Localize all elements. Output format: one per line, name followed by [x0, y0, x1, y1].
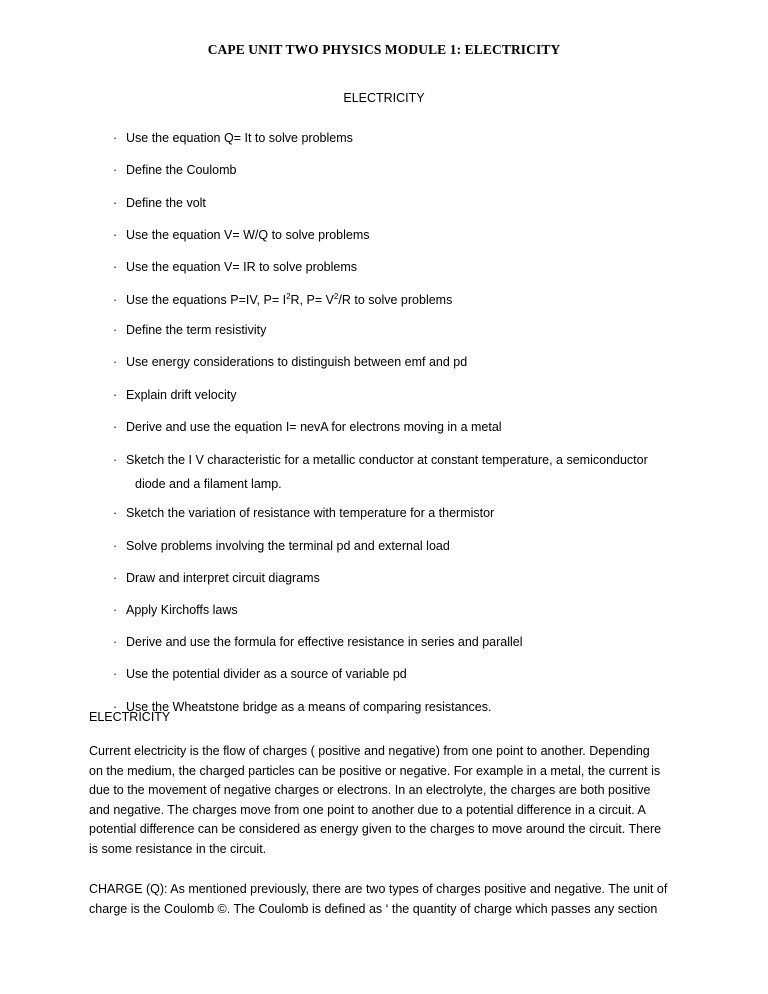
- paragraph-line: due to the movement of negative charges or electrons. In an electrolyte, the charges are both positive: [89, 783, 651, 797]
- paragraph-line: and negative. The charges move from one point to another due to a potential difference in a circuit. A: [89, 802, 646, 817]
- bullet-icon: ·: [113, 131, 118, 145]
- objective-item: [113, 450, 713, 494]
- objective-text: Solve problems involving the terminal pd and external load: [126, 539, 450, 553]
- bullet-icon: ·: [113, 506, 118, 520]
- objective-text: Define the Coulomb: [126, 163, 237, 177]
- bullet-icon: ·: [113, 196, 118, 210]
- bullet-icon: ·: [113, 323, 118, 337]
- objective-text-continued: diode and a filament lamp.: [135, 477, 282, 491]
- paragraph-line: is some resistance in the circuit.: [89, 841, 267, 856]
- bullet-icon: ·: [113, 667, 118, 681]
- objective-text: Use the Wheatstone bridge as a means of comparing resistances.: [126, 700, 492, 714]
- objective-item: [113, 632, 713, 652]
- objective-text: Use the equation V= W/Q to solve problems: [126, 228, 370, 242]
- paragraph-line: on the medium, the charged particles can be positive or negative. For example in a metal, the current is: [89, 763, 661, 778]
- objective-item: [113, 600, 713, 620]
- objective-text: Use the equation V= IR to solve problems: [126, 260, 358, 274]
- section-heading: ELECTRICITY: [89, 710, 171, 724]
- bullet-icon: ·: [113, 420, 118, 434]
- bullet-icon: ·: [113, 355, 118, 369]
- objective-item: [113, 697, 713, 717]
- objective-text: Sketch the I V characteristic for a metallic conductor at constant temperature, a semiconductor: [126, 453, 648, 467]
- objective-item: [113, 568, 713, 588]
- objective-item: [113, 193, 713, 213]
- objective-item: [113, 160, 713, 180]
- objective-text: Use energy considerations to distinguish between emf and pd: [126, 355, 468, 369]
- paragraph-line: charge is the Coulomb ©. The Coulomb is defined as ‘ the quantity of charge which passes any section: [89, 901, 658, 916]
- paragraph-line: potential difference can be considered as energy given to the charges to move around the circuit. There: [89, 822, 662, 836]
- bullet-icon: ·: [113, 539, 118, 553]
- objective-text: Use the equation Q= It to solve problems: [126, 131, 353, 145]
- bullet-icon: ·: [113, 260, 118, 274]
- objective-item: [113, 417, 713, 437]
- bullet-icon: ·: [113, 163, 118, 177]
- objectives-heading: ELECTRICITY: [343, 91, 425, 105]
- objective-item: [113, 290, 713, 310]
- objective-item: [113, 503, 713, 523]
- bullet-icon: ·: [113, 293, 118, 307]
- objective-item: [113, 225, 713, 245]
- objective-item: [113, 257, 713, 277]
- objective-item: [113, 320, 713, 340]
- objective-text: Define the volt: [126, 196, 206, 210]
- bullet-icon: ·: [113, 571, 118, 585]
- bullet-icon: ·: [113, 603, 118, 617]
- objective-text: Sketch the variation of resistance with temperature for a thermistor: [126, 506, 495, 520]
- paragraph-line: Current electricity is the flow of charges ( positive and negative) from one point to another. Depending: [89, 744, 650, 758]
- objective-text: Derive and use the formula for effective resistance in series and parallel: [126, 635, 523, 649]
- objective-text: Define the term resistivity: [126, 323, 267, 337]
- objective-item: [113, 128, 713, 148]
- objective-text: Draw and interpret circuit diagrams: [126, 571, 320, 585]
- objective-item: [113, 352, 713, 372]
- bullet-icon: ·: [113, 635, 118, 649]
- bullet-icon: ·: [113, 453, 118, 467]
- objective-item: [113, 536, 713, 556]
- objective-text: Use the potential divider as a source of variable pd: [126, 667, 407, 681]
- paragraph-charge: [89, 880, 681, 919]
- bullet-icon: ·: [113, 388, 118, 402]
- objective-text: Explain drift velocity: [126, 388, 237, 402]
- objective-text: Apply Kirchoffs laws: [126, 603, 238, 617]
- paragraph-line: CHARGE (Q): As mentioned previously, there are two types of charges positive and negative. The unit of: [89, 882, 668, 896]
- bullet-icon: ·: [113, 228, 118, 242]
- objective-text: Use the equations P=IV, $P= I^2R$, $P= V^2/R$ to solve problems: [126, 292, 453, 307]
- objective-item: [113, 385, 713, 405]
- objective-item: [113, 664, 713, 684]
- bullet-icon: ·: [113, 700, 118, 714]
- document-title: CAPE UNIT TWO PHYSICS MODULE 1: ELECTRICITY: [207, 42, 561, 57]
- objective-text: Derive and use the equation I= nevA for electrons moving in a metal: [126, 420, 502, 434]
- paragraph-current-electricity: [89, 742, 681, 859]
